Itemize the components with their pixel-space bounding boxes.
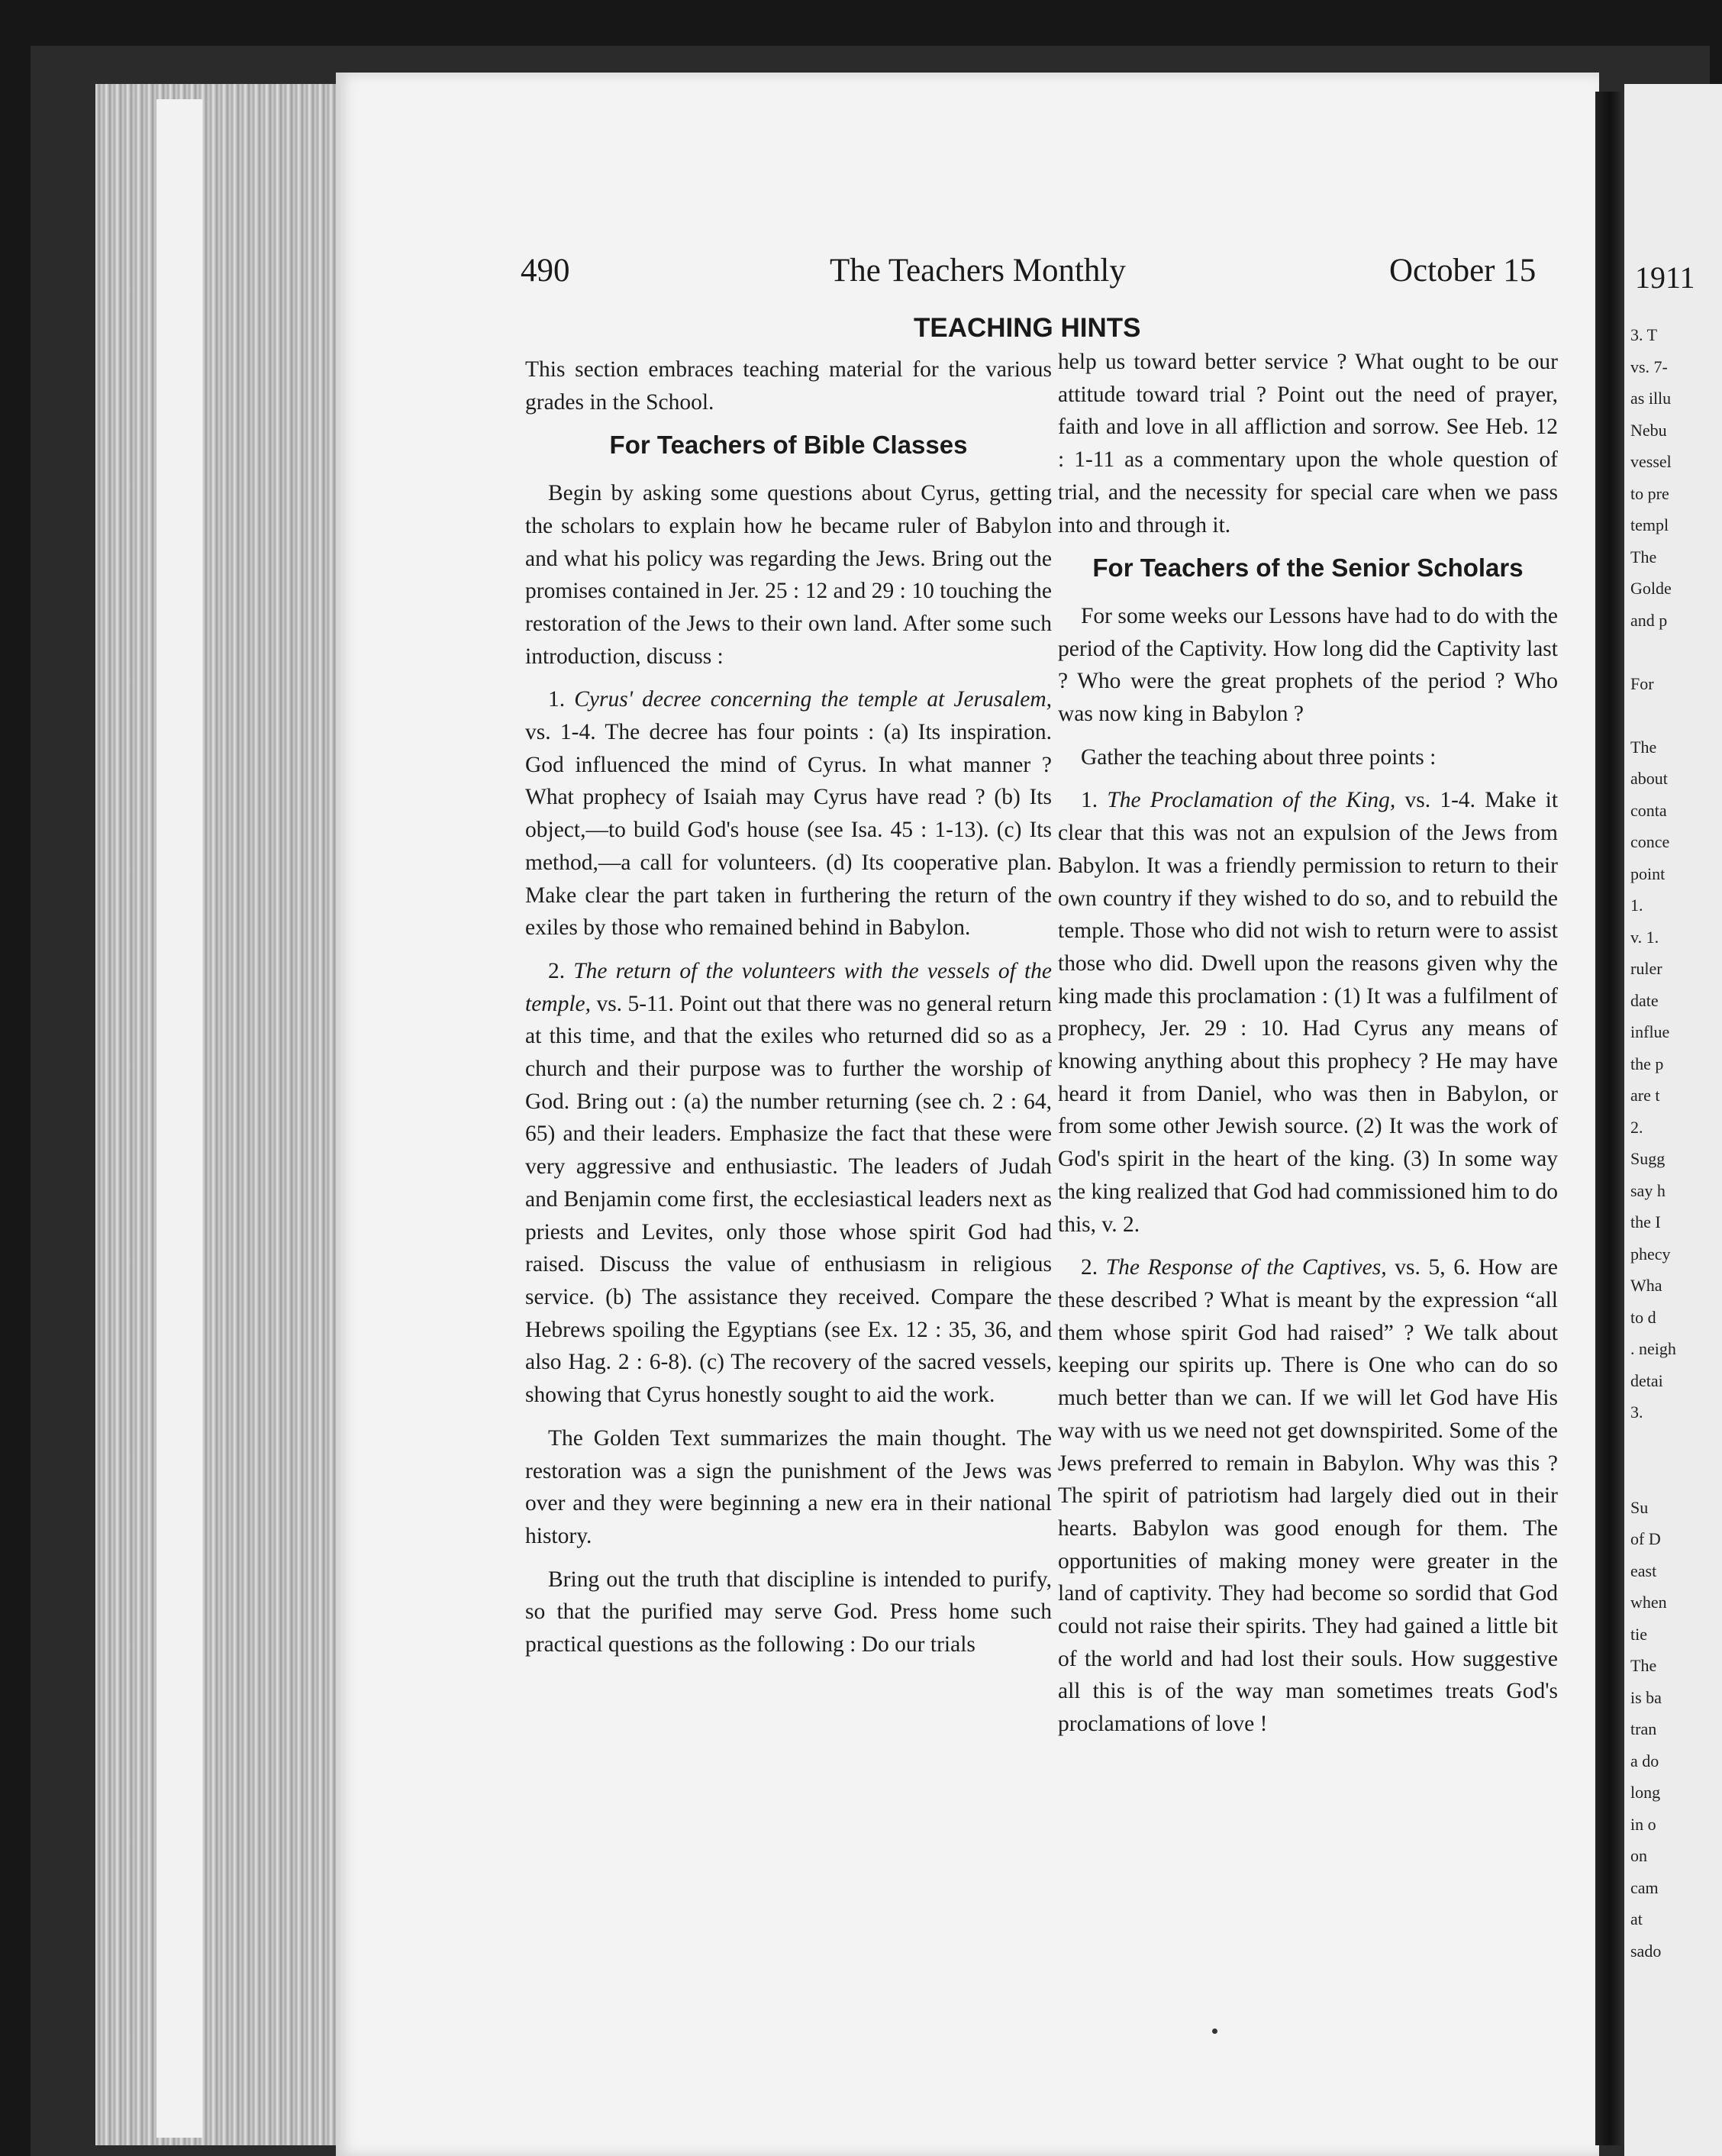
- issue-date: October 15: [1389, 253, 1537, 289]
- heading-bible-classes: For Teachers of Bible Classes: [609, 431, 968, 460]
- point-number: 1.: [548, 687, 566, 712]
- paragraph: Gather the teaching about three points :: [1081, 744, 1437, 770]
- paragraph-point-1: [1058, 784, 1558, 1241]
- right-column: [1058, 346, 1558, 1751]
- paragraph-point-2: [525, 955, 1052, 1412]
- facing-page: [1624, 84, 1722, 2156]
- left-column: [525, 353, 1052, 1672]
- page-edges: [95, 84, 340, 2145]
- paragraph-point-1: [525, 683, 1052, 944]
- journal-title: The Teachers Monthly: [830, 253, 1126, 289]
- page-edge-highlight: [156, 99, 202, 2138]
- point-body: vs. 1-4. Make it clear that this was not an expulsion of the Jews from Babylon. It was a friendly permission to return to their own country if they wished to do so, and to rebuild the temple. Those who did not wish to return were to assist those who did. Dwell upon the reasons given why the king made this proclamation : (1) It was a fulfilment of prophecy, Jer. 29 : 10. Had Cyrus any means of knowing anything about this prophecy ? He may have heard it from Daniel, who was then in Babylon, or from some other Jewish source. (2) It was the work of God's spirit in the heart of the king. (3) In some way the king realized that God had commissioned him to do this, v. 2.: [1058, 788, 1559, 1237]
- page-number: 490: [521, 253, 570, 289]
- point-title: The Proclamation of the King,: [1107, 788, 1396, 813]
- facing-page-text-fragments: 3. T vs. 7- as illu Nebu vessel to pre templ The Golde and p For The about conta conce point 1. v. 1. ruler date influe the p are t 2. Sugg say h the I phecy Wha to d . neigh detai 3. Su of D east when tie The is ba tran a do long in o on cam at sado: [1630, 325, 1676, 1961]
- paragraph: Bring out the truth that discipline is intended to purify, so that the purified may serve God. Press home such practical questions as the following : Do our trials: [525, 1567, 1052, 1657]
- paragraph: Begin by asking some questions about Cyrus, getting the scholars to explain how he became ruler of Babylon and what his policy was regarding the Jews. Bring out the promises contained in Jer. 25 : 12 and 29 : 10 touching the restoration of the Jews to their own land. After some such introduction, discuss :: [525, 481, 1052, 669]
- paragraph-continued: help us toward better service ? What ought to be our attitude toward trial ? Point out the need of prayer, faith and love in all affliction and sorrow. See Heb. 12 : 1-11 as a commentary upon the whole question of trial, and the necessity for special care when we pass into and through it.: [1058, 350, 1558, 537]
- heading-senior-scholars: For Teachers of the Senior Scholars: [1092, 554, 1524, 583]
- ink-speck: [1212, 2029, 1217, 2034]
- intro-paragraph: This section embraces teaching material for the various grades in the School.: [525, 357, 1052, 415]
- point-title: The Response of the Captives,: [1105, 1255, 1387, 1280]
- point-title: Cyrus' decree concerning the temple at Jerusalem,: [574, 687, 1052, 712]
- section-title: TEACHING HINTS: [914, 313, 1141, 343]
- point-body: vs. 1-4. The decree has four points : (a) Its inspiration. God influenced the mind of Cyrus. In what manner ? What prophecy of Isaiah may Cyrus have read ? (b) Its object,—to build God's house (see Isa. 45 : 1-13). (c) Its method,—a call for volunteers. (d) Its cooperative plan. Make clear the part taken in furthering the return of the exiles by those who remained behind in Babylon.: [525, 720, 1052, 941]
- book-gutter: [1595, 92, 1626, 2145]
- paragraph: The Golden Text summarizes the main thought. The restoration was a sign the punishment of the Jews was over and they were beginning a new era in their national history.: [525, 1425, 1052, 1548]
- facing-page-year: 1911: [1635, 260, 1695, 295]
- point-title: The return of the volunteers with the vessels of the temple,: [525, 958, 1052, 1016]
- paragraph: For some weeks our Lessons have had to do with the period of the Captivity. How long did the Captivity last ? Who were the great prophets of the period ? Who was now king in Babylon ?: [1058, 603, 1558, 727]
- point-number: 2.: [1081, 1255, 1098, 1280]
- point-body: vs. 5, 6. How are these described ? What is meant by the expression “all them whose spirit God had raised” ? We talk about keeping our spirits up. There is One who can do so much better than we can. If we will let God have His way with us we need not get downspirited. Some of the Jews preferred to remain in Babylon. Why was this ? The spirit of patriotism had largely died out in their hearts. Babylon was good enough for them. The opportunities of making money were greater in the land of captivity. They had become so sordid that God could not raise their spirits. They had gained a little bit of the world and had lost their souls. How suggestive all this is of the way man sometimes treats God's proclamations of love !: [1058, 1255, 1559, 1737]
- point-number: 1.: [1081, 788, 1098, 813]
- point-number: 2.: [548, 958, 566, 983]
- paragraph-point-2: [1058, 1251, 1558, 1741]
- point-body: vs. 5-11. Point out that there was no general return at this time, and that the exiles who returned did so as a church and their purpose was to further the worship of God. Bring out : (a) the number returning (see ch. 2 : 64, 65) and their leaders. Emphasize the fact that these were very aggressive and enthusiastic. The leaders of Judah and Benjamin come first, the ecclesiastical leaders next as priests and Levites, only those whose spirit God had raised. Discuss the value of enthusiasm in religious service. (b) The assistance they received. Compare the Hebrews spoiling the Egyptians (see Ex. 12 : 35, 36, and also Hag. 2 : 6-8). (c) The recovery of the sacred vessels, showing that Cyrus honestly sought to aid the work.: [525, 991, 1052, 1408]
